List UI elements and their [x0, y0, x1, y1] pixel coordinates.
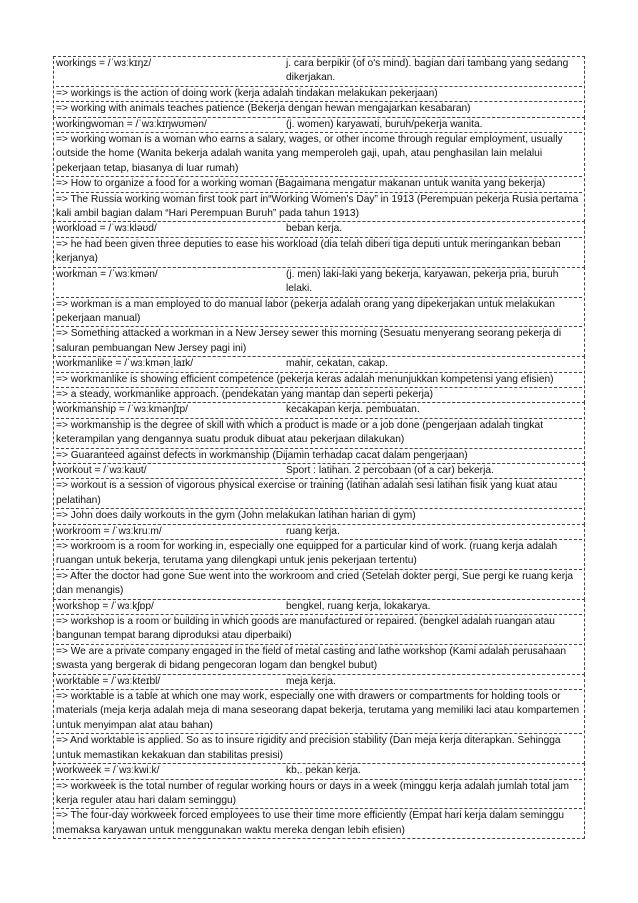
meaning: ruang kerja.: [286, 525, 340, 537]
headword: workweek = /ˈwɜːkwiːk/: [56, 765, 160, 777]
meaning: mahir, cekatan, cakap.: [286, 358, 388, 370]
example-line: => John does daily workouts in the gym (John melakukan latihan harian di gym): [56, 510, 416, 522]
example-line: => The four-day workweek forced employees to use their time more efficiently (Empat hari kerja dalam seminggu memaksa karyawan untuk menggunakan waktu mereka dengan lebih efisien): [56, 810, 565, 836]
entry-heading: [56, 357, 582, 372]
example-line: => How to organize a food for a working woman (Bagaimana mengatur makanan untuk wanita yang bekerja): [56, 177, 582, 192]
entry-heading: [56, 764, 582, 779]
headword: workman = /ˈwɜːkmən/: [56, 268, 158, 280]
dictionary-entry: [53, 524, 585, 600]
entry-heading: [56, 464, 582, 479]
example-line: => a steady, workmanlike approach. (pendekatan yang mantap dan seperti pekerja): [56, 388, 433, 400]
dictionary-entry: [53, 267, 585, 357]
dictionary-entry: [53, 356, 585, 403]
example-line: => workout is a session of vigorous physical exercise or training (latihan adalah sesi latihan fisik yang kuat atau pelatihan): [56, 479, 582, 509]
meaning: kb,. pekan kerja.: [286, 765, 361, 777]
headword: workout = /ˈwɜːkaʊt/: [56, 464, 147, 476]
headword: workload = /ˈwɜːkləʊd/: [56, 223, 157, 235]
dictionary-entry: [53, 117, 585, 223]
headword: workshop = /ˈwɜːkʃɒp/: [56, 600, 154, 612]
example-line: => Something attacked a workman in a New Jersey sewer this morning (Sesuatu menyerang seorang pekerja di saluran pembuangan New Jersey pagi ini): [56, 328, 562, 354]
dictionary-page: [53, 57, 585, 839]
example-line: => workman is a man employed to do manual labor (pekerja adalah orang yang dipekerjakan untuk melakukan pekerjaan manual): [56, 298, 582, 328]
entry-heading: [56, 57, 582, 87]
example-line: => workweek is the total number of regular working hours or days in a week (minggu kerja adalah jumlah total jam kerja reguler atau hari dalam seminggu): [56, 780, 582, 810]
example-line: => We are a private company engaged in the field of metal casting and lathe workshop (Kami adalah perusahaan swasta yang bergerak di bidang pengecoran logam dan bengkel bubut): [56, 645, 567, 672]
headword: workingwoman = /ˈwɜːkɪŋwʊmən/: [56, 118, 207, 130]
dictionary-entry: [53, 402, 585, 464]
example-line: => worktable is a table at which one may work, especially one with drawers or compartments for holding tools or materials (meja kerja adalah meja di mana seseorang dapat bekerja, terutama yang memiliki laci atau kompartemen untuk menyimpan alat atau bahan): [56, 690, 582, 734]
entry-heading: [56, 403, 582, 418]
example-line: => After the doctor had gone Sue went into the workroom and cried (Setelah dokter pergi, Sue pergi ke ruang kerja dan menangis): [56, 570, 574, 597]
entry-heading: [56, 525, 582, 540]
headword: workings = /ˈwɜːkɪŋz/: [56, 58, 152, 69]
example-line: => And worktable is applied. So as to insure rigidity and precision stability (Dan meja kerja diterapkan. Sehingga untuk memastikan kekakuan dan stabilitas presisi): [56, 735, 561, 761]
example-line: => Guaranteed against defects in workmanship (Dijamin terhadap cacat dalam pengerjaan): [56, 449, 468, 461]
headword: workmanship = /ˈwɜːkmənʃɪp/: [56, 404, 189, 416]
entry-heading: [56, 600, 582, 615]
example-line: => workings is the action of doing work (kerja adalah tindakan melakukan pekerjaan): [56, 87, 582, 102]
dictionary-entry: [53, 221, 585, 267]
example-line: => working woman is a woman who earns a salary, wages, or other income through regular employment, usually outside the home (Wanita bekerja adalah wanita yang memperoleh gaji, upah, atau penghasilan lain melalui pekerjaan tetap, biasanya di luar rumah): [56, 133, 582, 177]
example-line: => workmanlike is showing efficient competence (pekerja keras adalah menunjukkan kompetensi yang efisien): [56, 373, 582, 388]
meaning: (j. men) laki-laki yang bekerja, karyawan, pekerja pria, buruh lelaki.: [286, 268, 559, 295]
headword: workroom = /ˈwɜːkruːm/: [56, 525, 162, 537]
example-line: => workmanship is the degree of skill with which a product is made or a job done (pengerjaan adalah tingkat keterampilan yang dengannya suatu produk dibuat atau pekerjaan dilakukan): [56, 419, 582, 449]
dictionary-entry: [53, 763, 585, 839]
headword: workmanlike = /ˈwɜːkmənˌlaɪk/: [56, 358, 194, 370]
meaning: Sport : latihan. 2 percobaan (of a car) bekerja.: [286, 464, 494, 476]
dictionary-entry: [53, 463, 585, 525]
entry-heading: [56, 222, 582, 237]
meaning: beban kerja.: [286, 223, 343, 235]
example-line: => workshop is a room or building in which goods are manufactured or repaired. (bengkel adalah ruangan atau bangunan tempat barang diproduksi atau diperbaiki): [56, 615, 582, 645]
entry-heading: [56, 268, 582, 298]
dictionary-entry: [53, 674, 585, 764]
meaning: meja kerja.: [286, 675, 336, 687]
example-line: => he had been given three deputies to ease his workload (dia telah diberi tiga deputi untuk meringankan beban kerjanya): [56, 238, 561, 265]
meaning: (j. women) karyawati, buruh/pekerja wanita.: [286, 118, 483, 130]
dictionary-entry: [53, 599, 585, 675]
example-line: => workroom is a room for working in, especially one equipped for a particular kind of work. (ruang kerja adalah ruangan untuk bekerja, terutama yang dilengkapi untuk jenis pekerjaan tertentu): [56, 540, 582, 570]
example-line: => working with animals teaches patience (Bekerja dengan hewan mengajarkan kesabaran): [56, 103, 471, 115]
dictionary-entry: [53, 56, 585, 118]
entry-heading: [56, 675, 582, 690]
meaning: bengkel, ruang kerja, lokakarya.: [286, 600, 431, 612]
example-line: => The Russia working woman first took part in“Working Women's Day” in 1913 (Perempuan pekerja Rusia pertama kali ambil bagian dalam “Hari Perempuan Buruh” pada tahun 1913): [56, 193, 579, 220]
entry-heading: [56, 118, 582, 133]
headword: worktable = /ˈwɜːkteɪbl/: [56, 675, 161, 687]
meaning: j. cara berpikir (of o's mind). bagian dari tambang yang sedang dikerjakan.: [286, 58, 569, 84]
meaning: kecakapan kerja. pembuatan.: [286, 404, 420, 416]
